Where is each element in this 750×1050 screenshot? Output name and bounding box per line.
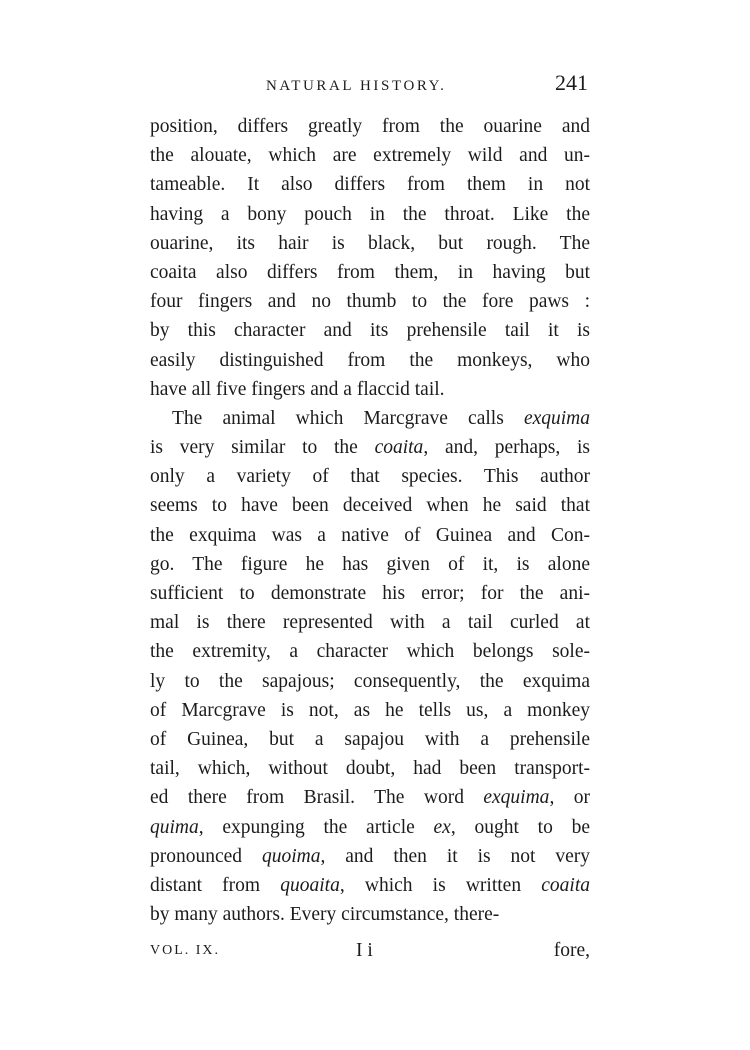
text-run: ed there from Brasil. The word	[150, 787, 484, 809]
text-run: , which is written	[339, 874, 542, 896]
page-footer	[150, 940, 590, 970]
italic-term: coaita	[541, 874, 590, 896]
text-line	[150, 200, 590, 229]
text-run: the exquima was a native of Guinea and Con-	[150, 524, 590, 546]
running-title: NATURAL HISTORY.	[266, 78, 447, 94]
text-line	[150, 754, 590, 783]
text-line	[150, 404, 590, 433]
text-line	[150, 667, 590, 696]
text-run: , expunging the article	[198, 816, 434, 838]
text-line	[150, 871, 590, 900]
body-text	[150, 112, 590, 929]
text-run: , or	[549, 787, 590, 809]
text-run: only a variety of that species. This author	[150, 466, 590, 488]
text-run: go. The figure he has given of it, is alone	[150, 553, 590, 575]
text-line	[150, 112, 590, 141]
italic-term: quoaita	[280, 874, 340, 896]
text-run: sufficient to demonstrate his error; for the ani-	[150, 583, 590, 604]
text-line	[150, 462, 590, 491]
text-run: having a bony pouch in the throat. Like the	[150, 203, 590, 225]
text-line	[150, 550, 590, 579]
text-line	[150, 346, 590, 375]
italic-term: quima	[150, 816, 199, 838]
text-line	[150, 842, 590, 871]
text-line	[150, 491, 590, 520]
text-run: tail, which, without doubt, had been transport-	[150, 758, 590, 780]
italic-term: coaita	[374, 437, 424, 459]
text-line	[150, 608, 590, 637]
italic-term: ex	[433, 816, 451, 838]
volume-label: VOL. IX.	[150, 943, 221, 958]
text-run: easily distinguished from the monkeys, who	[150, 349, 590, 371]
text-line	[150, 521, 590, 550]
text-line	[150, 375, 590, 404]
text-line	[150, 900, 590, 929]
text-run: position, differs greatly from the ouarine and	[150, 116, 590, 137]
text-line	[150, 287, 590, 316]
text-line	[150, 229, 590, 258]
text-line	[150, 258, 590, 287]
text-line	[150, 783, 590, 812]
text-line	[150, 579, 590, 608]
text-run: distant from	[150, 874, 281, 896]
text-run: , ought to be	[450, 816, 590, 838]
text-line	[150, 433, 590, 462]
italic-term: exquima	[523, 407, 590, 429]
text-run: of Guinea, but a sapajou with a prehensile	[150, 728, 590, 750]
text-line	[150, 316, 590, 345]
text-run: of Marcgrave is not, as he tells us, a monkey	[150, 699, 590, 721]
text-run: the alouate, which are extremely wild and un-	[150, 145, 590, 167]
signature-mark: I i	[356, 940, 373, 961]
text-run: ouarine, its hair is black, but rough. The	[150, 232, 590, 254]
text-run: seems to have been deceived when he said that	[150, 495, 590, 517]
text-line	[150, 725, 590, 754]
text-run: coaita also differs from them, in having but	[150, 261, 590, 283]
text-run: , and then it is not very	[320, 845, 590, 867]
text-run: by many authors. Every circumstance, there-	[150, 904, 500, 926]
text-run: mal is there represented with a tail curled at	[150, 612, 590, 634]
text-run: The animal which Marcgrave calls	[172, 407, 524, 429]
text-run: tameable. It also differs from them in not	[150, 174, 590, 196]
text-run: by this character and its prehensile tail it is	[150, 320, 590, 342]
running-head	[150, 70, 590, 102]
text-run: have all five fingers and a flaccid tail.	[150, 378, 445, 400]
italic-term: quoima	[261, 845, 321, 867]
text-line	[150, 813, 590, 842]
text-run: is very similar to the	[150, 437, 375, 459]
text-line	[150, 141, 590, 170]
text-run: pronounced	[150, 845, 262, 867]
catchword: fore,	[553, 940, 590, 961]
text-run: the extremity, a character which belongs sole-	[150, 641, 590, 663]
text-line	[150, 170, 590, 199]
page-number: 241	[555, 70, 588, 95]
text-line	[150, 696, 590, 725]
text-run: four fingers and no thumb to the fore paws :	[150, 291, 590, 313]
text-line	[150, 637, 590, 666]
text-run: , and, perhaps, is	[423, 437, 590, 459]
italic-term: exquima	[483, 787, 550, 809]
text-run: ly to the sapajous; consequently, the exquima	[150, 670, 590, 692]
